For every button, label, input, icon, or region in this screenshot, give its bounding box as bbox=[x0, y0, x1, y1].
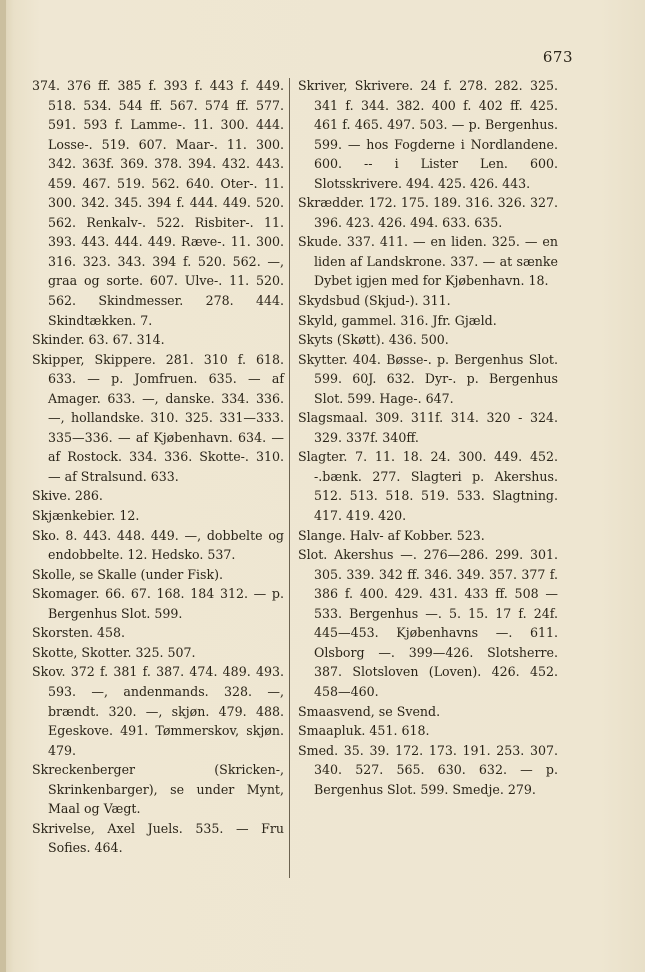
index-entry: Skyld, gammel. 316. Jfr. Gjæld. bbox=[298, 312, 497, 328]
index-entry: Skinder. 63. 67. 314. bbox=[32, 332, 165, 348]
index-entry: Skude. 337. 411. — en liden. 325. — en liden af Landskrone. 337. — at sænke Dybet igjen med for Kjøbenhavn. 18. bbox=[298, 234, 558, 289]
index-entry: Sko. 8. 443. 448. 449. —, dobbelte og endobbelte. 12. Hedsko. 537. bbox=[32, 527, 284, 563]
index-entry: Skomager. 66. 67. 168. 184 312. — p. Bergenhus Slot. 599. bbox=[32, 586, 284, 621]
index-entry: Skov. 372 f. 381 f. 387. 474. 489. 493. 593. —, andenmands. 328. —, brændt. 320. —, skjøn. 479. 488. Egeskove. 491. Tømmerskov, skjøn. 479. bbox=[32, 664, 284, 758]
index-entry: Skjænkebier. 12. bbox=[32, 508, 140, 524]
index-entry: 374. 376 ff. 385 f. 393 f. 443 f. 449. 518. 534. 544 ff. 567. 574 ff. 577. 591. 593 f. Lamme-. 11. 300. 444. Losse-. 519. 607. Maar-. 11. 300. 342. 363f. 369. 378. 394. 432. 443. 459. 467. 519. 562. 640. Oter-. 11. 300. 342. 345. 394 f. 444. 449. 520. 562. Renkalv-. 522. Risbiter-. 11. 393. 443. 444. 449. Ræve-. 11. 300. 316. 323. 343. 394 f. 520. 562. —, graa og sorte. 607. Ulve-. 11. 520. 562. Skindmesser. 278. 444. Skindtækken. 7. bbox=[32, 78, 284, 328]
index-entry: Skotte, Skotter. 325. 507. bbox=[32, 644, 196, 660]
column-divider bbox=[289, 78, 290, 878]
index-entry: Slange. Halv- af Kobber. 523. bbox=[298, 527, 485, 543]
index-entry: Skipper, Skippere. 281. 310 f. 618. 633. — p. Jomfruen. 635. — af Amager. 633. —, danske. 334. 336. —, hollandske. 310. 325. 331—333. 335—336. — af Kjøbenhavn. 634. — af Rostock. 334. 336. Skotte-. 310. — af Stralsund. 633. bbox=[32, 351, 284, 484]
index-entry: Skorsten. 458. bbox=[32, 625, 125, 641]
index-entry: Skydsbud (Skjud-). 311. bbox=[298, 293, 451, 309]
index-entry: Slagter. 7. 11. 18. 24. 300. 449. 452. -.bænk. 277. Slagteri p. Akershus. 512. 513. 518. 519. 533. Slagtning. 417. 419. 420. bbox=[298, 449, 558, 524]
index-column-left bbox=[32, 76, 284, 858]
index-entry: Skolle, se Skalle (under Fisk). bbox=[32, 566, 224, 582]
index-entry: Skreckenberger (Skricken-, Skrinkenbarger), se under Mynt, Maal og Vægt. bbox=[32, 762, 284, 817]
binding-edge bbox=[0, 0, 6, 972]
index-entry: Smed. 35. 39. 172. 173. 191. 253. 307. 340. 527. 565. 630. 632. — p. Bergenhus Slot. 599. Smedje. 279. bbox=[298, 742, 558, 797]
index-entry: Slagsmaal. 309. 311f. 314. 320 - 324. 329. 337f. 340ff. bbox=[298, 410, 558, 445]
index-column-right bbox=[298, 76, 558, 799]
index-entry: Smaasvend, se Svend. bbox=[298, 703, 441, 719]
page-number: 673 bbox=[542, 48, 573, 66]
index-entry: Skrædder. 172. 175. 189. 316. 326. 327. 396. 423. 426. 494. 633. 635. bbox=[298, 195, 558, 230]
index-entry: Skive. 286. bbox=[32, 488, 103, 504]
index-entry: Skytter. 404. Bøsse-. p. Bergenhus Slot. 599. 60J. 632. Dyr-. p. Bergenhus Slot. 599. Hage-. 647. bbox=[298, 351, 558, 406]
index-entry: Smaapluk. 451. 618. bbox=[298, 723, 430, 739]
index-entry: Skyts (Skøtt). 436. 500. bbox=[298, 332, 449, 348]
index-entry: Skrivelse, Axel Juels. 535. — Fru Sofies. 464. bbox=[32, 820, 284, 856]
index-entry: Slot. Akershus —. 276—286. 299. 301. 305. 339. 342 ff. 346. 349. 357. 377 f. 386 f. 400. 429. 431. 433 ff. 508 — 533. Bergenhus —. 5. 15. 17 f. 24f. 445—453. Kjøbenhavns —. 611. Olsborg —. 399—426. Slotsherre. 387. Slotsloven (Loven). 426. 452. 458—460. bbox=[298, 547, 558, 699]
index-entry: Skriver, Skrivere. 24 f. 278. 282. 325. 341 f. 344. 382. 400 f. 402 ff. 425. 461 f. 465. 497. 503. — p. Bergenhus. 599. — hos Fogderne i Nordlandene. 600. -- i Lister Len. 600. Slotsskrivere. 494. 425. 426. 443. bbox=[298, 78, 558, 191]
